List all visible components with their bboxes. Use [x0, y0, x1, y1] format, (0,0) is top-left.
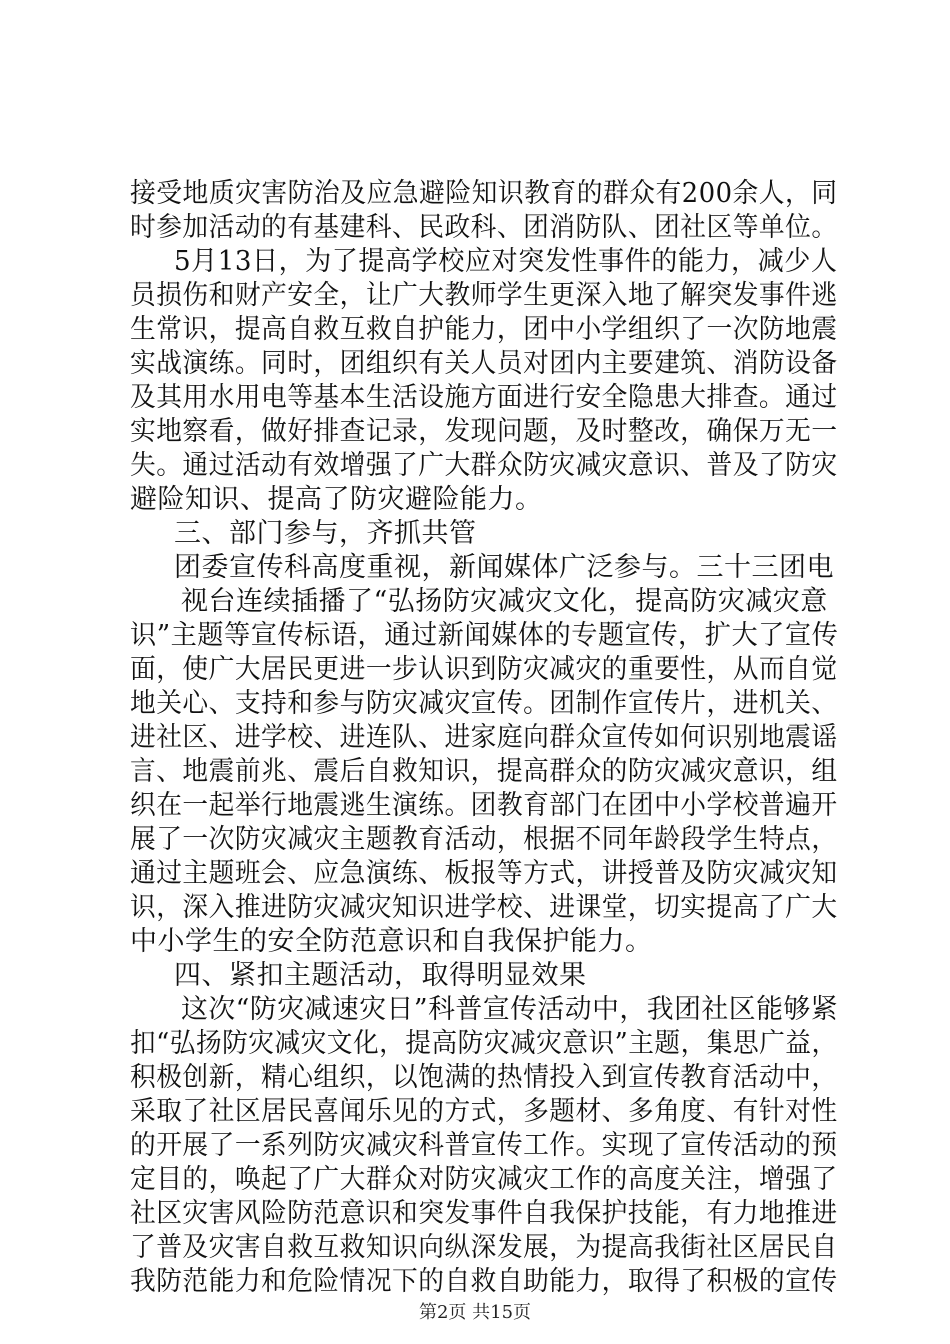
- text-line: 社区灾害风险防范意识和突发事件自我保护技能，有力地推进: [130, 1198, 838, 1229]
- page-number-footer: 第2页 共15页: [418, 1302, 532, 1323]
- text-line: 团委宣传科高度重视，新闻媒体广泛参与。三十三团电: [174, 552, 834, 583]
- text-line: 采取了社区居民喜闻乐见的方式，多题材、多角度、有针对性: [130, 1096, 838, 1127]
- text-line: 通过主题班会、应急演练、板报等方式，讲授普及防灾减灾知: [130, 858, 838, 889]
- text-line: 进社区、进学校、进连队、进家庭向群众宣传如何识别地震谣: [130, 722, 838, 753]
- text-line: 识，深入推进防灾减灾知识进学校、进课堂，切实提高了广大: [130, 892, 838, 923]
- text-line: 避险知识、提高了防灾避险能力。: [130, 484, 543, 515]
- text-line: 生常识，提高自救互救自护能力，团中小学组织了一次防地震: [130, 314, 838, 345]
- text-line: 员损伤和财产安全，让广大教师学生更深入地了解突发事件逃: [130, 280, 838, 311]
- text-line: 实地察看，做好排查记录，发现问题，及时整改，确保万无一: [130, 416, 838, 447]
- text-line: 了普及灾害自救互救知识向纵深发展，为提高我街社区居民自: [130, 1232, 838, 1263]
- text-line: 实战演练。同时，团组织有关人员对团内主要建筑、消防设备: [130, 348, 838, 379]
- text-line: 定目的，唤起了广大群众对防灾减灾工作的高度关注，增强了: [130, 1164, 838, 1195]
- text-line: 我防范能力和危险情况下的自救自助能力，取得了积极的宣传: [130, 1266, 838, 1297]
- text-line: 及其用水用电等基本生活设施方面进行安全隐患大排查。通过: [130, 382, 838, 413]
- text-line: 识”主题等宣传标语，通过新闻媒体的专题宣传，扩大了宣传: [130, 620, 839, 651]
- text-line: 这次“防灾减速灾日”科普宣传活动中，我团社区能够紧: [181, 994, 839, 1025]
- text-line: 中小学生的安全防范意识和自我保护能力。: [130, 926, 653, 957]
- text-line: 地关心、支持和参与防灾减灾宣传。团制作宣传片，进机关、: [130, 688, 838, 719]
- text-line: 面，使广大居民更进一步认识到防灾减灾的重要性，从而自觉: [130, 654, 838, 685]
- text-line: 言、地震前兆、震后自救知识，提高群众的防灾减灾意识，组: [130, 756, 838, 787]
- section-heading: 三、部门参与，齐抓共管: [174, 518, 477, 549]
- section-heading: 四、紧扣主题活动，取得明显效果: [174, 960, 587, 991]
- text-line: 视台连续插播了“弘扬防灾减灾文化，提高防灾减灾意: [181, 586, 828, 617]
- text-line: 扣“弘扬防灾减灾文化，提高防灾减灾意识”主题，集思广益，: [130, 1028, 838, 1059]
- text-line: 接受地质灾害防治及应急避险知识教育的群众有200余人，同: [130, 178, 838, 209]
- text-line: 积极创新，精心组织，以饱满的热情投入到宣传教育活动中，: [130, 1062, 838, 1093]
- text-line: 的开展了一系列防灾减灾科普宣传工作。实现了宣传活动的预: [130, 1130, 838, 1161]
- text-line: 失。通过活动有效增强了广大群众防灾减灾意识、普及了防灾: [130, 450, 838, 481]
- text-line: 5月13日，为了提高学校应对突发性事件的能力，减少人: [174, 246, 838, 277]
- text-line: 展了一次防灾减灾主题教育活动，根据不同年龄段学生特点，: [130, 824, 838, 855]
- text-line: 时参加活动的有基建科、民政科、团消防队、团社区等单位。: [130, 212, 838, 243]
- text-line: 织在一起举行地震逃生演练。团教育部门在团中小学校普遍开: [130, 790, 838, 821]
